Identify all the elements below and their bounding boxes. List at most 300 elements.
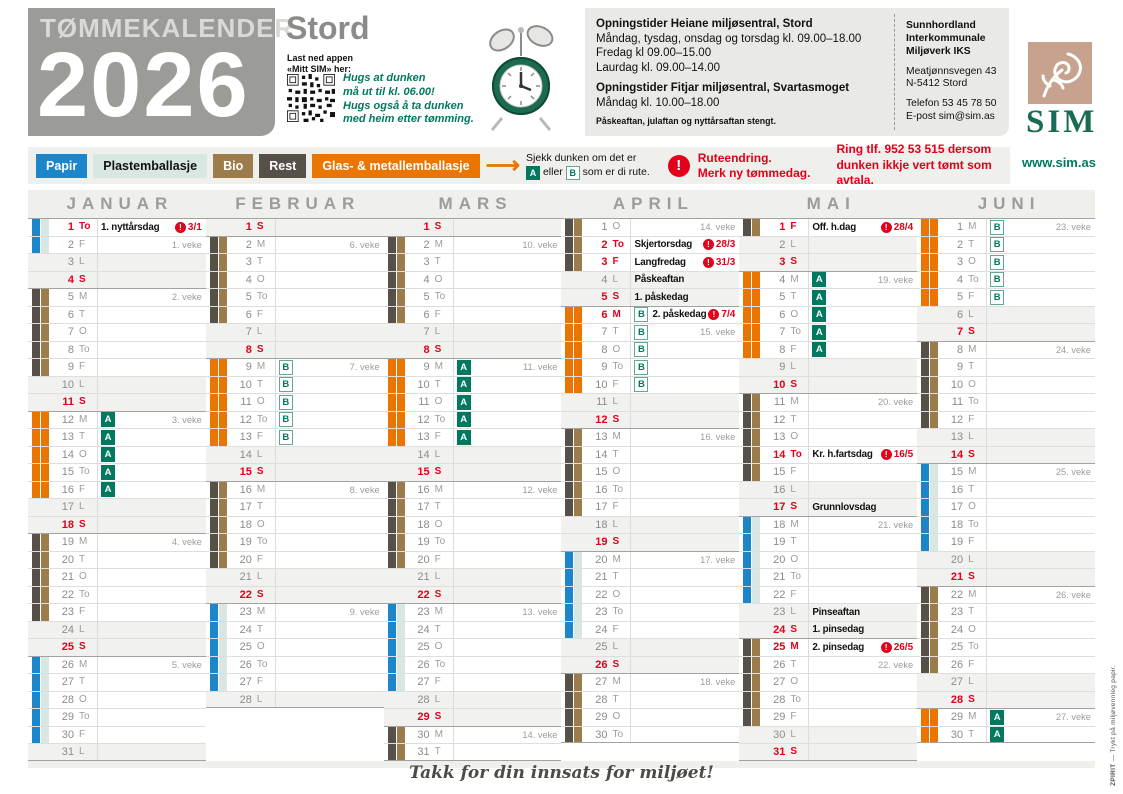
bin-bar-2 xyxy=(41,692,49,709)
day-content xyxy=(630,412,739,429)
bin-bar-2 xyxy=(574,692,582,709)
weekday-letter: S xyxy=(434,221,442,232)
bin-bar-1 xyxy=(921,412,929,429)
route-badge: B xyxy=(634,342,648,357)
day-content xyxy=(986,534,1095,551)
day-row xyxy=(917,691,1095,709)
day-number: 1 xyxy=(601,221,608,233)
day-row xyxy=(739,306,917,324)
bin-bar-2 xyxy=(930,499,938,516)
day-content xyxy=(97,622,206,639)
weekday-letter: L xyxy=(612,396,619,407)
day-number: 29 xyxy=(950,711,964,723)
location-title: Stord xyxy=(286,10,370,46)
day-row xyxy=(917,288,1095,306)
route-badge: A xyxy=(457,360,471,375)
bin-bar-1 xyxy=(32,552,40,569)
weekday-letter: T xyxy=(256,378,263,390)
bin-bar-1 xyxy=(743,447,751,464)
day-number: 18 xyxy=(417,518,430,531)
weekday-letter: L xyxy=(434,448,441,460)
bin-bar-2 xyxy=(930,622,938,639)
day-number: 29 xyxy=(417,711,430,723)
closed-days-note: Påskeaftan, julaftan og nyttårsaftan stengt. xyxy=(596,116,776,127)
route-badge: A xyxy=(990,727,1004,742)
bin-bar-1 xyxy=(743,604,751,621)
bin-bar-2 xyxy=(219,237,227,254)
bin-bar-1 xyxy=(32,692,40,709)
website-link[interactable]: www.sim.as xyxy=(1022,155,1096,170)
day-content xyxy=(808,727,917,744)
bin-bar-2 xyxy=(397,692,405,709)
day-row xyxy=(917,516,1095,534)
day-content xyxy=(97,219,206,236)
day-number: 12 xyxy=(595,413,608,426)
day-content xyxy=(275,692,384,708)
route-badge: B xyxy=(279,430,293,445)
bin-bar-2 xyxy=(574,604,582,621)
weekday-letter: M xyxy=(434,606,443,617)
bin-bar-2 xyxy=(930,604,938,621)
bin-bar-2 xyxy=(574,377,582,394)
day-content xyxy=(808,499,917,516)
day-content xyxy=(808,587,917,604)
bin-bar-2 xyxy=(397,727,405,744)
day-number: 19 xyxy=(950,536,964,548)
bin-bar-1 xyxy=(743,587,751,604)
bin-bar-1 xyxy=(210,429,218,446)
bin-bar-2 xyxy=(752,744,760,760)
thanks-message: Takk for din innsats for miljøet! xyxy=(409,763,714,783)
day-content xyxy=(275,674,384,691)
bin-bar-1 xyxy=(565,464,573,481)
weekday-letter: O xyxy=(612,588,621,600)
day-content xyxy=(808,377,917,394)
day-row xyxy=(739,463,917,481)
day-row xyxy=(206,516,384,534)
bin-bar-1 xyxy=(32,377,40,394)
bin-bar-2 xyxy=(219,517,227,534)
alert-icon: ! xyxy=(881,449,892,460)
bin-bar-2 xyxy=(219,464,227,481)
day-number: 25 xyxy=(773,641,786,653)
day-row xyxy=(739,411,917,429)
day-number: 31 xyxy=(417,746,430,758)
weekday-letter: To xyxy=(790,326,801,337)
day-row xyxy=(384,498,562,516)
bin-bar-2 xyxy=(219,692,227,708)
weekday-letter: M xyxy=(256,361,266,372)
day-number: 28 xyxy=(773,693,786,706)
qr-code xyxy=(287,74,335,122)
bin-bar-1 xyxy=(388,237,396,254)
day-row xyxy=(28,358,206,376)
bin-bar-1 xyxy=(388,639,396,656)
day-row xyxy=(206,656,384,674)
day-content xyxy=(630,692,739,709)
bin-bar-2 xyxy=(397,272,405,289)
day-content xyxy=(808,394,917,411)
bin-bar-2 xyxy=(752,219,760,236)
bin-bar-1 xyxy=(921,534,929,551)
bin-bar-2 xyxy=(41,499,49,516)
route-badge: A xyxy=(457,430,471,445)
day-content xyxy=(986,377,1095,394)
day-row xyxy=(561,428,739,446)
route-badge: A xyxy=(101,412,115,427)
bin-bar-2 xyxy=(397,569,405,586)
day-row xyxy=(561,411,739,429)
bin-bar-2 xyxy=(397,709,405,726)
day-row xyxy=(917,498,1095,516)
weekday-letter: S xyxy=(612,291,620,302)
day-number: 3 xyxy=(423,256,430,268)
day-content xyxy=(986,412,1095,429)
day-row xyxy=(739,586,917,604)
day-row xyxy=(739,218,917,236)
day-number: 1 xyxy=(957,221,964,233)
bin-bar-1 xyxy=(743,674,751,691)
bin-bar-2 xyxy=(752,692,760,709)
day-number: 27 xyxy=(239,676,252,688)
weekday-letter: S xyxy=(790,378,797,390)
day-content xyxy=(808,342,917,359)
day-content xyxy=(275,517,384,534)
weekday-letter: F xyxy=(612,378,619,390)
day-row xyxy=(206,446,384,464)
day-number: 22 xyxy=(239,588,252,601)
bin-bar-1 xyxy=(32,709,40,726)
day-row xyxy=(384,621,562,639)
weekday-letter: L xyxy=(612,518,619,530)
route-change-date xyxy=(708,309,735,320)
bin-bar-2 xyxy=(397,342,405,359)
day-row xyxy=(28,341,206,359)
weekday-letter: O xyxy=(790,308,799,320)
bin-bar-1 xyxy=(210,394,218,411)
bin-bar-1 xyxy=(921,237,929,254)
day-content xyxy=(808,464,917,481)
bin-bar-2 xyxy=(752,727,760,744)
weekday-letter: S xyxy=(612,413,620,425)
day-row xyxy=(561,603,739,621)
weekday-letter: To xyxy=(79,711,90,722)
bin-bar-2 xyxy=(397,674,405,691)
day-number: 17 xyxy=(239,501,252,513)
weekday-letter: To xyxy=(612,606,624,617)
day-number: 13 xyxy=(950,431,964,443)
day-number: 17 xyxy=(595,501,608,513)
week-label: 16. veke xyxy=(700,432,736,443)
weekday-letter: L xyxy=(256,571,263,582)
day-number: 11 xyxy=(773,396,786,408)
day-row xyxy=(384,691,562,709)
day-number: 15 xyxy=(950,466,964,478)
day-content xyxy=(986,464,1095,481)
day-number: 4 xyxy=(67,273,74,286)
weekday-letter: F xyxy=(790,343,797,355)
day-content xyxy=(986,219,1095,236)
bin-bar-1 xyxy=(32,254,40,271)
weekday-letter: T xyxy=(434,256,441,267)
app-download-note: Last ned appen «Mitt SIM» her: xyxy=(287,53,354,74)
bin-bar-2 xyxy=(219,307,227,324)
day-content xyxy=(986,499,1095,516)
day-number: 20 xyxy=(950,553,964,566)
weekday-letter: T xyxy=(790,413,797,425)
day-row xyxy=(28,306,206,324)
day-content xyxy=(453,342,562,359)
bin-bar-1 xyxy=(388,289,396,306)
weekday-letter: T xyxy=(612,571,619,582)
day-content xyxy=(97,727,206,744)
bin-bar-2 xyxy=(219,342,227,359)
day-row xyxy=(206,498,384,516)
bin-bar-1 xyxy=(32,744,40,760)
bin-bar-2 xyxy=(219,219,227,236)
weekday-letter: L xyxy=(968,553,974,565)
week-label: 22. veke xyxy=(878,659,914,670)
bin-bar-1 xyxy=(210,307,218,324)
day-content xyxy=(630,464,739,481)
day-content xyxy=(986,552,1095,569)
day-row xyxy=(739,323,917,341)
bin-bar-1 xyxy=(743,254,751,271)
weekday-letter: T xyxy=(968,361,975,372)
day-content xyxy=(453,622,562,639)
day-row xyxy=(206,673,384,691)
weekday-letter: L xyxy=(612,641,619,652)
route-badge: B xyxy=(990,255,1004,270)
day-row xyxy=(917,446,1095,464)
week-label: 17. veke xyxy=(700,554,736,565)
day-content xyxy=(453,359,562,376)
bin-bar-2 xyxy=(752,569,760,586)
bin-bar-1 xyxy=(210,359,218,376)
bin-bar-2 xyxy=(219,622,227,639)
bin-bar-2 xyxy=(41,709,49,726)
bin-bar-1 xyxy=(210,639,218,656)
route-badge: A xyxy=(457,377,471,392)
bin-bar-2 xyxy=(397,237,405,254)
bin-bar-1 xyxy=(921,377,929,394)
bin-bar-2 xyxy=(41,517,49,534)
day-number: 9 xyxy=(245,361,252,373)
bin-bar-2 xyxy=(574,429,582,446)
day-content xyxy=(986,289,1095,306)
day-row xyxy=(206,341,384,359)
day-number: 29 xyxy=(773,711,786,723)
day-content xyxy=(453,744,562,760)
bin-bar-2 xyxy=(219,447,227,464)
bin-bar-1 xyxy=(743,394,751,411)
day-number: 6 xyxy=(957,308,964,321)
bin-bar-1 xyxy=(743,237,751,254)
bin-bar-2 xyxy=(41,289,49,306)
weekday-letter: M xyxy=(968,588,977,600)
day-number: 4 xyxy=(423,273,430,286)
day-content xyxy=(453,412,562,429)
day-row xyxy=(384,656,562,674)
bin-bar-2 xyxy=(574,517,582,534)
week-label: 13. veke xyxy=(522,607,558,618)
bin-bar-2 xyxy=(219,429,227,446)
day-row xyxy=(384,481,562,499)
bin-bar-1 xyxy=(32,272,40,289)
day-content xyxy=(275,412,384,429)
day-row xyxy=(739,253,917,271)
day-content xyxy=(630,307,739,324)
month-column xyxy=(28,218,206,761)
day-row xyxy=(561,376,739,394)
day-number: 28 xyxy=(239,693,252,706)
day-number: 25 xyxy=(61,641,74,653)
bin-bar-1 xyxy=(32,447,40,464)
day-row xyxy=(384,376,562,394)
weekday-letter: T xyxy=(790,291,797,302)
route-change-date xyxy=(881,642,913,653)
day-row xyxy=(917,428,1095,446)
week-label: 4. veke xyxy=(171,537,202,548)
alert-icon: ! xyxy=(703,239,714,250)
day-number: 12 xyxy=(773,413,786,426)
bin-bar-2 xyxy=(930,412,938,429)
weekday-letter: S xyxy=(256,343,264,355)
bin-bar-2 xyxy=(219,499,227,516)
day-number: 15 xyxy=(417,466,430,478)
day-content xyxy=(453,709,562,726)
bin-bar-1 xyxy=(921,587,929,604)
bin-bar-1 xyxy=(388,604,396,621)
day-number: 24 xyxy=(773,623,786,636)
bin-bar-2 xyxy=(930,692,938,709)
day-row xyxy=(28,726,206,744)
bin-bar-1 xyxy=(32,727,40,744)
day-number: 4 xyxy=(245,273,252,286)
week-label: 20. veke xyxy=(878,397,914,408)
weekday-letter: O xyxy=(968,501,976,512)
weekday-letter: L xyxy=(434,326,441,337)
day-content xyxy=(275,272,384,289)
bin-bar-2 xyxy=(219,254,227,271)
bin-bar-2 xyxy=(752,254,760,271)
day-content xyxy=(630,604,739,621)
bin-bar-1 xyxy=(565,219,573,236)
day-row xyxy=(206,393,384,411)
day-row xyxy=(917,603,1095,621)
day-row xyxy=(917,358,1095,376)
bin-bar-2 xyxy=(574,307,582,324)
day-content xyxy=(97,377,206,394)
bin-bar-1 xyxy=(921,552,929,569)
weekday-letter: T xyxy=(79,431,86,442)
weekday-letter: L xyxy=(968,676,974,687)
company-info: Sunnhordland Interkommunale Miljøverk IKS Meatjønnsvegen 43 N-5412 Stord Telefon 53 45 78 50 E-post sim@sim.as xyxy=(906,20,997,123)
bin-bar-2 xyxy=(930,237,938,254)
day-content xyxy=(986,342,1095,359)
route-badge: B xyxy=(279,377,293,392)
day-number: 15 xyxy=(61,466,74,478)
alert-icon: ! xyxy=(175,222,186,233)
bin-bar-1 xyxy=(32,622,40,639)
day-number: 13 xyxy=(595,431,608,443)
bin-bar-2 xyxy=(219,587,227,604)
day-number: 8 xyxy=(957,343,964,356)
bin-bar-2 xyxy=(219,674,227,691)
bin-bar-1 xyxy=(921,447,929,464)
day-content xyxy=(630,674,739,691)
bin-bar-1 xyxy=(210,377,218,394)
bin-bar-2 xyxy=(41,639,49,656)
day-content xyxy=(630,289,739,306)
day-row xyxy=(561,516,739,534)
day-number: 8 xyxy=(423,343,430,356)
bin-bar-2 xyxy=(397,429,405,446)
bin-bar-2 xyxy=(574,219,582,236)
day-number: 30 xyxy=(773,728,786,741)
alert-icon: ! xyxy=(881,222,892,233)
day-number: 23 xyxy=(950,606,964,618)
bin-bar-2 xyxy=(397,639,405,656)
weekday-letter: To xyxy=(79,343,90,355)
weekday-letter: To xyxy=(256,413,268,425)
bin-bar-2 xyxy=(930,324,938,341)
phone-notice: Ring tlf. 952 53 515 dersom dunken ikkje vert tømt som avtala. xyxy=(836,142,992,188)
route-badge: B xyxy=(634,360,648,375)
day-content xyxy=(97,517,206,534)
day-number: 22 xyxy=(950,588,964,601)
day-row xyxy=(739,621,917,639)
day-number: 29 xyxy=(61,711,74,723)
day-content xyxy=(275,464,384,481)
day-row xyxy=(206,621,384,639)
week-label: 1. veke xyxy=(171,239,202,250)
alert-icon: ! xyxy=(881,642,892,653)
day-row xyxy=(384,726,562,744)
weekday-letter: T xyxy=(434,378,441,390)
day-row xyxy=(206,288,384,306)
weekday-letter: To xyxy=(79,466,90,477)
day-content xyxy=(630,377,739,394)
weekday-letter: F xyxy=(256,676,263,687)
day-row xyxy=(206,533,384,551)
day-content xyxy=(986,622,1095,639)
weekday-letter: S xyxy=(256,588,264,600)
day-number: 26 xyxy=(239,658,252,671)
bin-bar-1 xyxy=(388,324,396,341)
bin-bar-1 xyxy=(921,394,929,411)
day-content xyxy=(97,604,206,621)
day-number: 31 xyxy=(773,746,786,758)
day-number: 18 xyxy=(950,518,964,531)
day-content xyxy=(808,534,917,551)
weekday-letter: O xyxy=(790,553,799,565)
day-row xyxy=(384,341,562,359)
day-row xyxy=(917,638,1095,656)
day-row xyxy=(384,533,562,551)
day-content xyxy=(630,569,739,586)
day-row xyxy=(917,411,1095,429)
day-row xyxy=(739,743,917,761)
bin-bar-1 xyxy=(743,272,751,289)
new-date: 3/1 xyxy=(187,221,202,233)
day-row xyxy=(28,533,206,551)
day-row xyxy=(28,586,206,604)
bin-bar-1 xyxy=(565,674,573,691)
holiday-label: Off. h.dag xyxy=(812,221,857,233)
week-label: 27. veke xyxy=(1055,712,1091,723)
day-number: 27 xyxy=(595,676,608,688)
